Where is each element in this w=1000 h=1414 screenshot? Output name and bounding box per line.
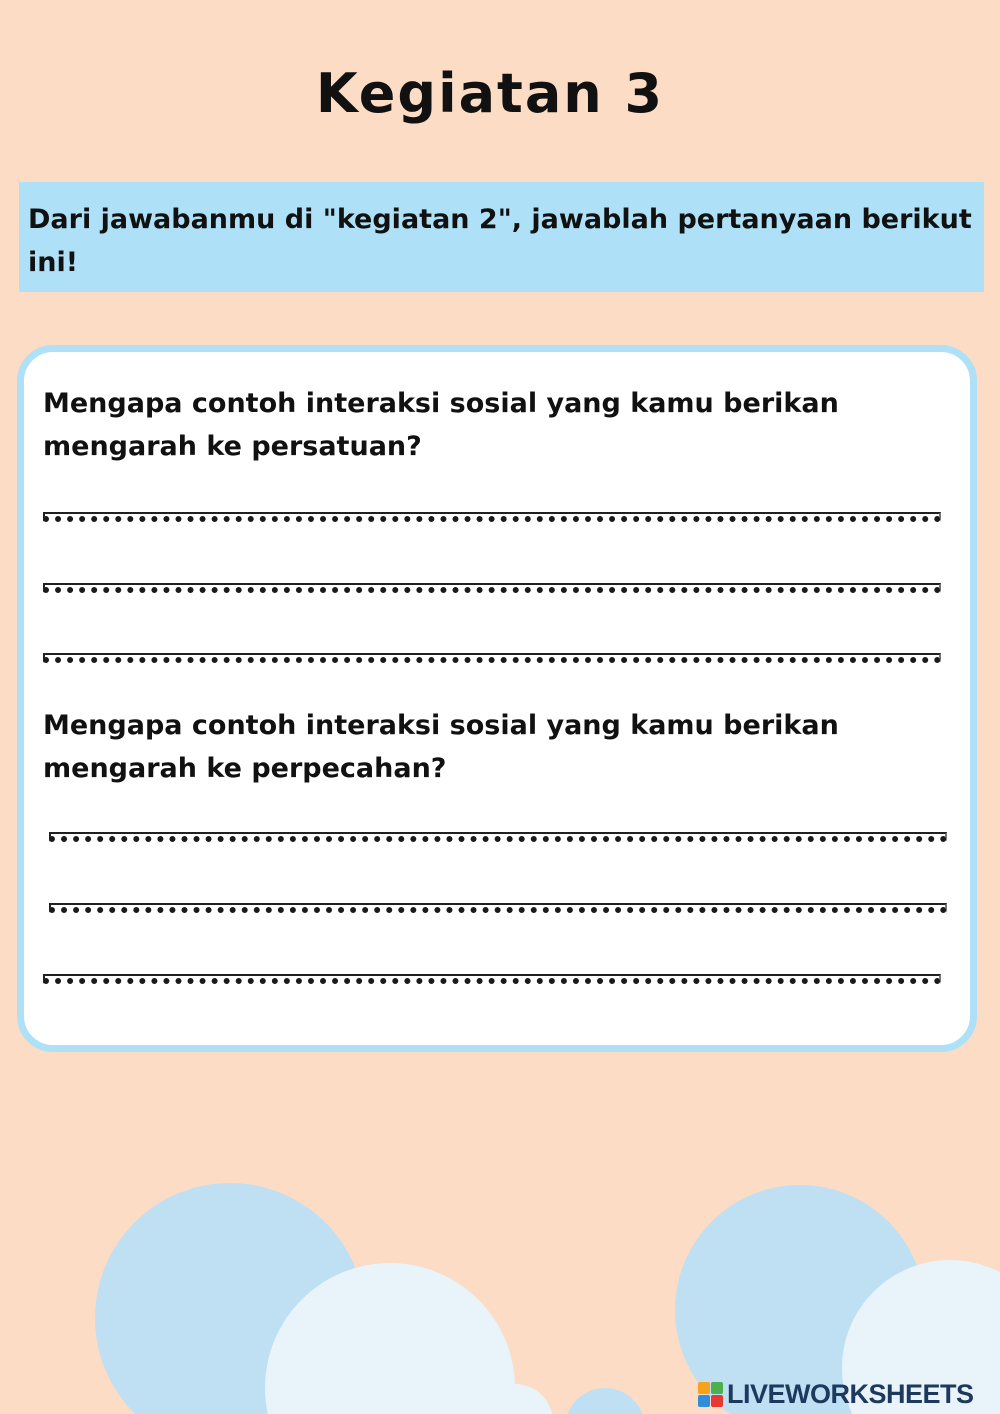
liveworksheets-branding <box>698 1378 974 1410</box>
logo-square-blue <box>698 1395 710 1407</box>
answer-line-1-1[interactable] <box>43 512 941 522</box>
question-2: Mengapa contoh interaksi sosial yang kamu berikan mengarah ke perpecahan? <box>43 710 839 784</box>
liveworksheets-wordmark: LIVEWORKSHEETS <box>727 1378 974 1409</box>
answer-line-1-2[interactable] <box>43 583 941 593</box>
question-1: Mengapa contoh interaksi sosial yang kamu berikan mengarah ke persatuan? <box>43 388 839 462</box>
answer-line-1-3[interactable] <box>43 653 941 663</box>
answer-line-2-2[interactable] <box>49 903 947 913</box>
logo-square-green <box>711 1382 723 1394</box>
answer-line-2-1[interactable] <box>49 832 947 842</box>
answer-line-2-3[interactable] <box>43 974 941 984</box>
instruction-banner: Dari jawabanmu di "kegiatan 2", jawablah pertanyaan berikut ini! <box>19 182 984 292</box>
cloud-small-2 <box>565 1388 645 1414</box>
question-card <box>17 345 977 1052</box>
logo-square-red <box>711 1395 723 1407</box>
page-title: Kegiatan 3 <box>315 62 665 125</box>
logo-square-orange <box>698 1382 710 1394</box>
liveworksheets-logo-icon <box>698 1382 723 1407</box>
